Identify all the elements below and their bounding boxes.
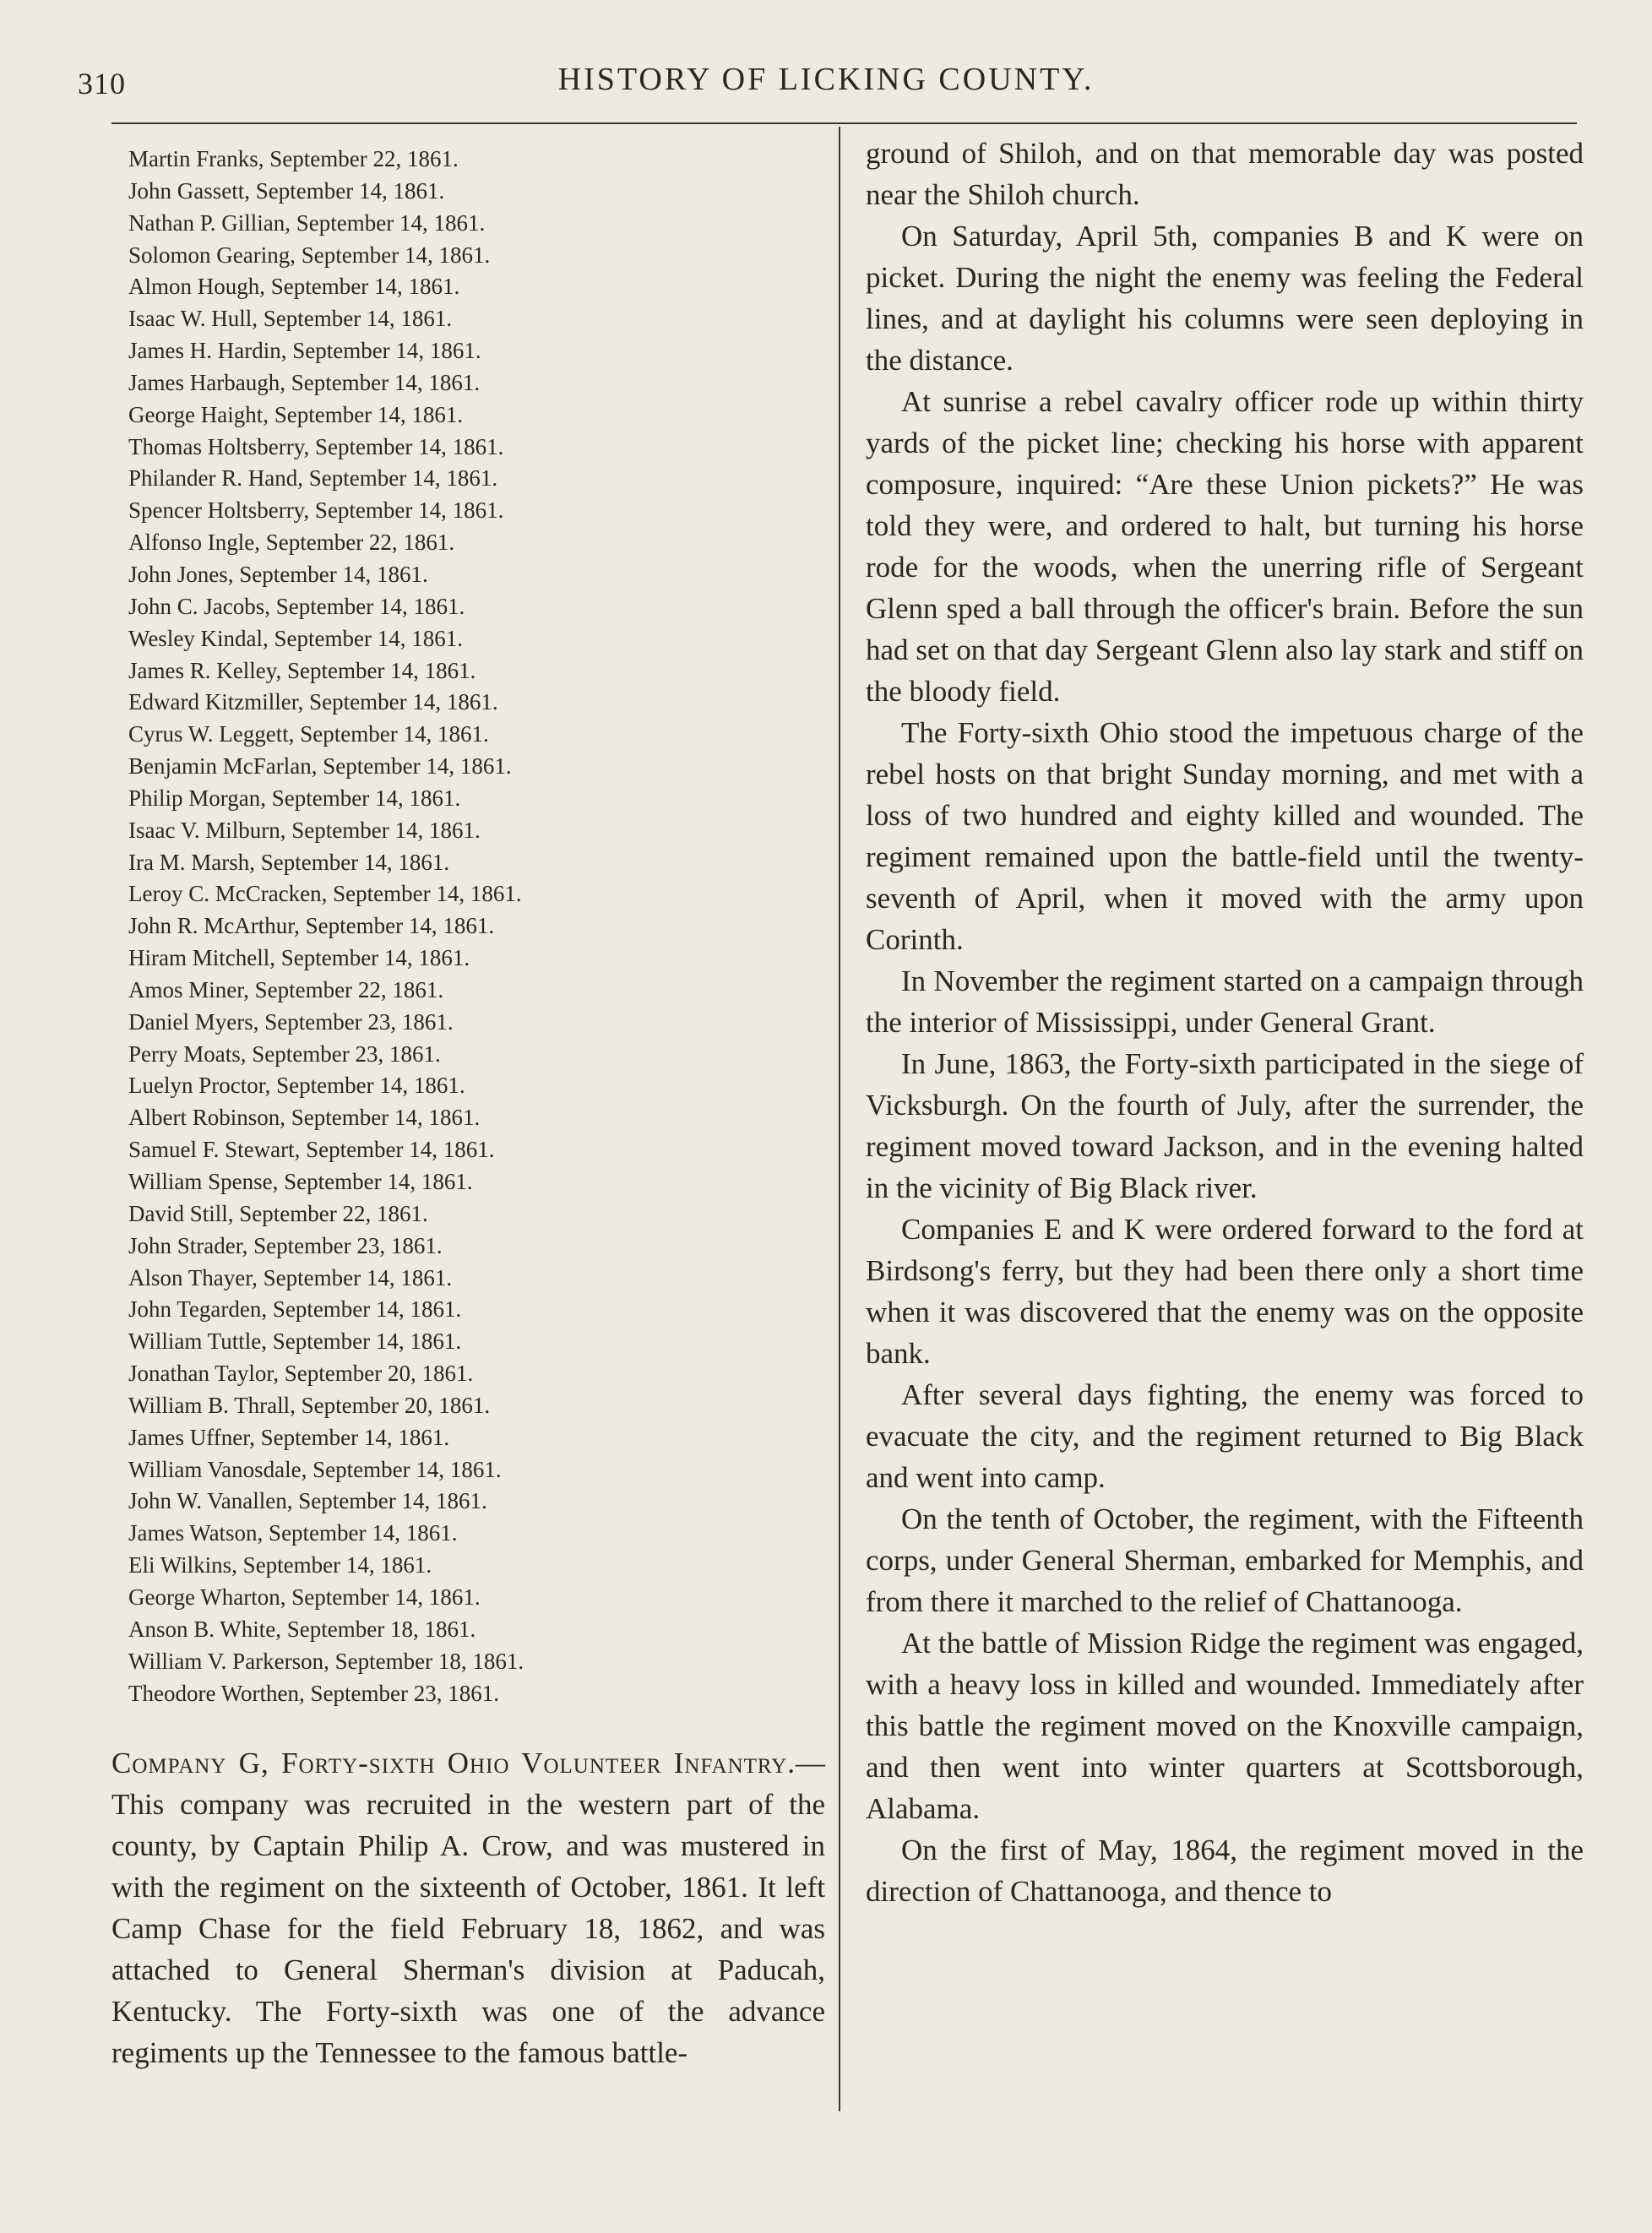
roster-entry: John Gassett, September 14, 1861. — [128, 177, 445, 204]
roster-entry: Amos Miner, September 22, 1861. — [128, 976, 444, 1002]
roster-entry: Jonathan Taylor, September 20, 1861. — [128, 1361, 474, 1387]
roster-entry: Perry Moats, September 23, 1861. — [128, 1040, 441, 1067]
roster-entry: William B. Thrall, September 20, 1861. — [128, 1392, 491, 1418]
roster-entry: John Jones, September 14, 1861. — [128, 561, 428, 587]
company-g-paragraph — [111, 1742, 825, 2073]
roster-entry: Luelyn Proctor, September 14, 1861. — [128, 1073, 465, 1099]
roster-entry: Thomas Holtsberry, September 14, 1861. — [128, 433, 504, 459]
roster-entry: William Spense, September 14, 1861. — [128, 1169, 473, 1194]
roster-entry: James Harbaugh, September 14, 1861. — [128, 369, 481, 395]
roster-entry: James Uffner, September 14, 1861. — [128, 1424, 450, 1450]
body-paragraph: At the battle of Mission Ridge the regiment was engaged, with a heavy loss in killed and wounded. Immediately after this battle the regiment moved on the Knoxville campaign, and then went into winter quarters at Scottsborough, Alabama. — [866, 1627, 1584, 1825]
roster-entry: John Tegarden, September 14, 1861. — [128, 1296, 462, 1323]
body-paragraph: ground of Shiloh, and on that memorable day was posted near the Shiloh church. — [866, 137, 1584, 211]
roster-entry: John C. Jacobs, September 14, 1861. — [128, 593, 465, 619]
roster-entry: James Watson, September 14, 1861. — [128, 1520, 458, 1546]
roster-entry: Alfonso Ingle, September 22, 1861. — [128, 530, 455, 556]
roster-entry: Samuel F. Stewart, September 14, 1861. — [128, 1137, 495, 1163]
page-number: 310 — [78, 67, 126, 101]
header-rule — [111, 122, 1577, 124]
roster-entry: Wesley Kindal, September 14, 1861. — [128, 625, 463, 651]
roster-entry: James R. Kelley, September 14, 1861. — [128, 657, 476, 683]
roster-entry: John Strader, September 23, 1861. — [128, 1232, 443, 1258]
roster-entry: James H. Hardin, September 14, 1861. — [128, 338, 481, 364]
roster-entry: Martin Franks, September 22, 1861. — [128, 146, 459, 171]
body-paragraph: On the tenth of October, the regiment, with the Fifteenth corps, under General Sherman, embarked for Memphis, and from there it marched to the relief of Chattanooga. — [866, 1502, 1584, 1618]
roster-entry: Philander R. Hand, September 14, 1861. — [128, 465, 498, 492]
company-g-heading: Company G, Forty-sixth Ohio Volunteer Infantry. — [111, 1747, 796, 1779]
right-column — [866, 133, 1584, 1912]
roster-entry: Alson Thayer, September 14, 1861. — [128, 1264, 453, 1290]
body-paragraph: On Saturday, April 5th, companies B and K were on picket. During the night the enemy was feeling the Federal lines, and at daylight his columns were seen deploying in the distance. — [866, 220, 1584, 377]
body-paragraph: In November the regiment started on a campaign through the interior of Mississippi, under General Grant. — [866, 964, 1584, 1039]
roster-entry: John R. McArthur, September 14, 1861. — [128, 913, 495, 939]
roster-entry: Cyrus W. Leggett, September 14, 1861. — [128, 721, 489, 747]
roster-entry: Albert Robinson, September 14, 1861. — [128, 1105, 481, 1131]
body-paragraph: After several days fighting, the enemy was forced to evacuate the city, and the regiment returned to Big Black and went into camp. — [866, 1378, 1584, 1494]
body-paragraph: The Forty-sixth Ohio stood the impetuous charge of the rebel hosts on that bright Sunday morning, and met with a loss of two hundred and eighty killed and wounded. The regiment remained upon the battle-field until the twenty-seventh of April, when it moved with the army upon Corinth. — [866, 716, 1584, 956]
roster-entry: Isaac V. Milburn, September 14, 1861. — [128, 817, 481, 843]
body-paragraph: At sunrise a rebel cavalry officer rode up within thirty yards of the picket line; checking his horse with apparent composure, inquired: “Are these Union pickets?” He was told they were, and ordered to halt, but turning his horse rode for the woods, when the unerring rifle of Sergeant Glenn sped a ball through the officer's brain. Before the sun had set on that day Sergeant Glenn also lay stark and stiff on the bloody field. — [866, 385, 1584, 708]
roster-entry: Theodore Worthen, September 23, 1861. — [128, 1680, 499, 1706]
roster-entry: William Tuttle, September 14, 1861. — [128, 1328, 462, 1355]
roster-entry: Isaac W. Hull, September 14, 1861. — [128, 306, 453, 332]
company-g-text: —This company was recruited in the western part of the county, by Captain Philip A. Crow, and was mustered in with the regiment on the sixteenth of October, 1861. It left Camp Chase for the field February 18, 1862, and was attached to General Sherman's division at Paducah, Kentucky. The Forty-sixth was one of the advance regiments up the Tennessee to the famous battle- — [111, 1747, 825, 2069]
left-column — [111, 144, 825, 1709]
roster-entry: John W. Vanallen, September 14, 1861. — [128, 1488, 487, 1514]
roster-entry: George Wharton, September 14, 1861. — [128, 1584, 481, 1610]
roster-entry: William V. Parkerson, September 18, 1861. — [128, 1648, 524, 1674]
roster-entry: Leroy C. McCracken, September 14, 1861. — [128, 881, 522, 907]
roster-entry: Benjamin McFarlan, September 14, 1861. — [128, 753, 512, 780]
roster-entry: George Haight, September 14, 1861. — [128, 401, 464, 427]
roster-entry: Spencer Holtsberry, September 14, 1861. — [128, 497, 504, 524]
column-divider — [839, 127, 840, 2111]
roster-list — [111, 144, 825, 1709]
roster-entry: Daniel Myers, September 23, 1861. — [128, 1008, 454, 1035]
roster-entry: Nathan P. Gillian, September 14, 1861. — [128, 209, 486, 236]
roster-entry: William Vanosdale, September 14, 1861. — [128, 1456, 502, 1482]
roster-entry: Philip Morgan, September 14, 1861. — [128, 785, 461, 811]
running-head: HISTORY OF LICKING COUNTY. — [557, 62, 1095, 97]
roster-entry: Eli Wilkins, September 14, 1861. — [128, 1552, 432, 1578]
body-paragraph: Companies E and K were ordered forward to the ford at Birdsong's ferry, but they had been there only a short time when it was discovered that the enemy was on the opposite bank. — [866, 1213, 1584, 1370]
body-paragraph: On the first of May, 1864, the regiment moved in the direction of Chattanooga, and thence to — [866, 1834, 1584, 1908]
roster-entry: David Still, September 22, 1861. — [128, 1200, 428, 1226]
roster-entry: Almon Hough, September 14, 1861. — [128, 274, 460, 300]
roster-entry: Solomon Gearing, September 14, 1861. — [128, 242, 491, 268]
roster-entry: Anson B. White, September 18, 1861. — [128, 1616, 476, 1642]
roster-entry: Hiram Mitchell, September 14, 1861. — [128, 945, 470, 971]
roster-entry: Edward Kitzmiller, September 14, 1861. — [128, 689, 498, 715]
roster-entry: Ira M. Marsh, September 14, 1861. — [128, 849, 450, 875]
body-paragraph: In June, 1863, the Forty-sixth participated in the siege of Vicksburgh. On the fourth of July, after the surrender, the regiment moved toward Jackson, and in the evening halted in the vicinity of Big Black river. — [866, 1047, 1584, 1204]
